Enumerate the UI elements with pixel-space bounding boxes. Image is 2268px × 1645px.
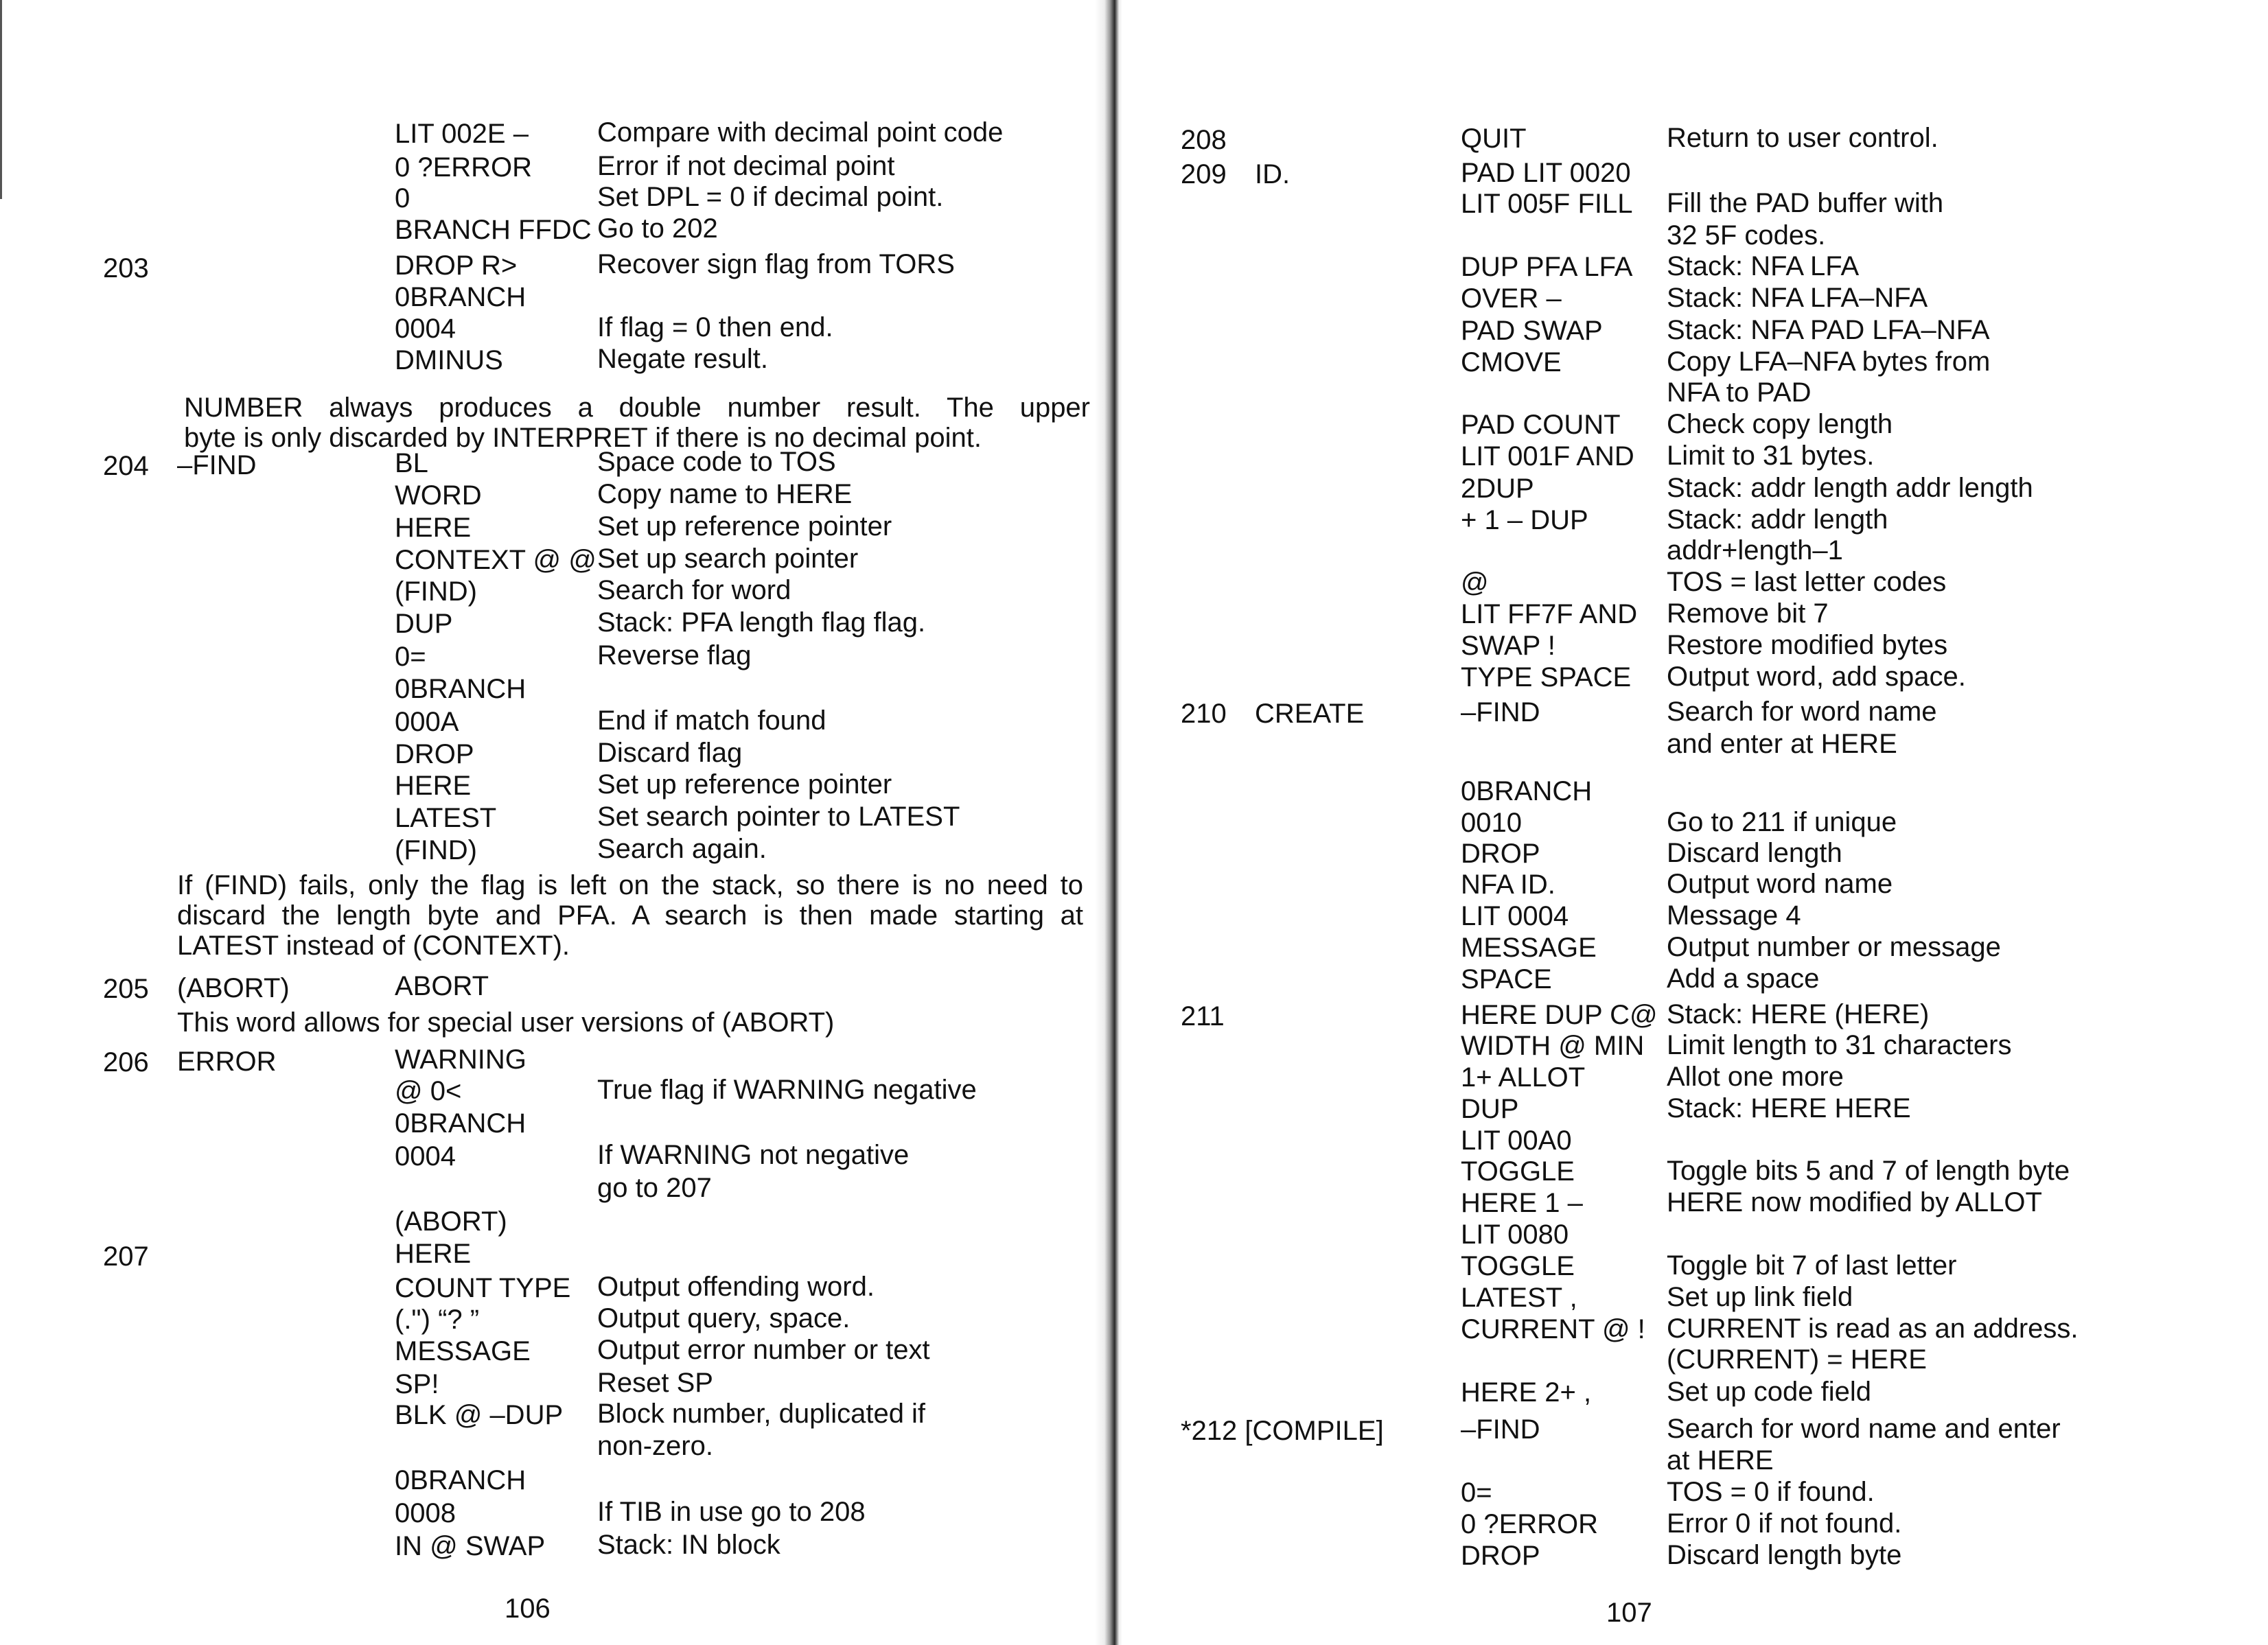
code-comment: addr+length–1 [1667, 535, 1843, 565]
forth-code: –FIND [1461, 697, 1540, 727]
code-comment: Reset SP [597, 1368, 713, 1398]
paragraph-abort-note [177, 1007, 1083, 1038]
forth-code: @ 0< [395, 1076, 462, 1106]
code-comment: Search for word name [1667, 697, 1937, 727]
code-comment: Set up code field [1667, 1377, 1871, 1407]
listing-row [0, 1530, 1098, 1565]
listing-row [1098, 900, 2268, 933]
forth-code: 0BRANCH [1461, 776, 1593, 806]
listing-row [0, 1465, 1098, 1499]
forth-code: LIT 0004 [1461, 901, 1569, 931]
listing-row [0, 1108, 1098, 1142]
forth-code: NFA ID. [1461, 870, 1555, 900]
code-comment: Set up link field [1667, 1282, 1853, 1312]
code-comment: Block number, duplicated if [597, 1399, 926, 1429]
forth-code: @ [1461, 568, 1489, 598]
code-comment: Output offending word. [597, 1272, 875, 1302]
listing-row [0, 1431, 1098, 1466]
forth-code: 0 ?ERROR [395, 152, 533, 183]
forth-code: DROP [1461, 839, 1540, 869]
entry-number: 209 [1181, 159, 1227, 189]
listing-row [1098, 220, 2268, 253]
paragraph-line: NUMBER always produces a double number result. The upper [184, 393, 1090, 423]
listing-row [1098, 1282, 2268, 1315]
entry-number: 210 [1181, 699, 1227, 729]
forth-code: DROP [1461, 1541, 1540, 1571]
forth-code: PAD COUNT [1461, 410, 1621, 440]
listing-row [0, 1497, 1098, 1532]
listing-row [0, 834, 1098, 869]
code-comment: Set search pointer to LATEST [597, 802, 960, 832]
listing-row [1098, 504, 2268, 537]
entry-number: 203 [103, 253, 149, 283]
code-comment: Toggle bit 7 of last letter [1667, 1250, 1957, 1281]
code-comment: Toggle bits 5 and 7 of length byte [1667, 1156, 2070, 1186]
forth-code: 0010 [1461, 808, 1522, 838]
page-number: 106 [505, 1594, 551, 1624]
code-comment: CURRENT is read as an address. [1667, 1314, 2079, 1344]
listing-row [1098, 1445, 2268, 1478]
code-comment: Go to 211 if unique [1667, 807, 1897, 837]
code-comment: Stack: addr length [1667, 504, 1888, 535]
listing-row [1098, 1093, 2268, 1126]
listing-row [1098, 932, 2268, 965]
listing-row [1098, 315, 2268, 348]
forth-code: WIDTH @ MIN [1461, 1031, 1645, 1061]
forth-code: 0BRANCH [395, 282, 526, 312]
listing-row [0, 511, 1098, 546]
listing-row [0, 1045, 1098, 1078]
code-comment: Copy name to HERE [597, 479, 853, 509]
listing-row [0, 249, 1098, 284]
code-comment: Error if not decimal point [597, 151, 895, 181]
listing-row [0, 1399, 1098, 1434]
listing-row [1098, 1158, 2268, 1189]
forth-code: HERE DUP C@ [1461, 1000, 1658, 1030]
listing-row [0, 705, 1098, 740]
code-comment: Search for word name and enter [1667, 1414, 2061, 1444]
forth-code: HERE 1 – [1461, 1188, 1583, 1218]
listing-row [1098, 1316, 2268, 1346]
forth-code: LIT 005F FILL [1461, 189, 1633, 219]
listing-row [0, 447, 1098, 482]
code-comment: Output error number or text [597, 1335, 930, 1365]
left-listing [0, 0, 1098, 1645]
code-comment: Go to 202 [597, 213, 718, 244]
code-comment: Search for word [597, 575, 791, 605]
code-comment: Space code to TOS [597, 447, 836, 477]
forth-code: PAD SWAP [1461, 316, 1603, 346]
forth-code: LATEST , [1461, 1283, 1577, 1313]
code-comment: Output query, space. [597, 1303, 850, 1333]
right-page [1098, 0, 2268, 1645]
forth-code: WORD [395, 480, 482, 511]
code-comment: 32 5F codes. [1667, 220, 1826, 250]
forth-code: DUP PFA LFA [1461, 252, 1633, 282]
code-comment: Discard length [1667, 838, 1842, 868]
listing-row [1098, 123, 2268, 156]
left-page [0, 0, 1098, 1645]
forth-code: QUIT [1461, 124, 1527, 154]
code-comment: non-zero. [597, 1431, 713, 1461]
code-comment: Fill the PAD buffer with [1667, 188, 1944, 218]
listing-row [0, 479, 1098, 514]
listing-row [0, 1173, 1098, 1208]
word-name: CREATE [1255, 699, 1365, 729]
listing-row [0, 1303, 1098, 1338]
code-comment: Negate result. [597, 344, 769, 374]
forth-code: 0BRANCH [395, 1108, 526, 1139]
listing-row [1098, 1379, 2268, 1410]
listing-row [0, 312, 1098, 347]
code-comment: Set up reference pointer [597, 511, 892, 541]
listing-row [0, 117, 1098, 152]
listing-row [0, 575, 1098, 610]
forth-code: OVER – [1461, 283, 1562, 314]
forth-code: DUP [395, 609, 453, 639]
paragraph-line: LATEST instead of (CONTEXT). [177, 931, 570, 961]
entry-number: *212 [COMPILE] [1181, 1416, 1384, 1446]
listing-row [1098, 285, 2268, 316]
listing-row [1098, 251, 2268, 284]
code-comment: TOS = last letter codes [1667, 567, 1947, 597]
listing-row [1098, 1250, 2268, 1283]
paragraph-line: This word allows for special user versions of (ABORT) [177, 1007, 835, 1038]
code-comment: Stack: IN block [597, 1530, 780, 1560]
forth-code: TOGGLE [1461, 1251, 1575, 1281]
forth-code: –FIND [1461, 1414, 1540, 1445]
code-comment: Stack: addr length addr length [1667, 473, 2033, 503]
entry-number: 208 [1181, 125, 1227, 155]
listing-row [1098, 1222, 2268, 1252]
code-comment: Compare with decimal point code [597, 117, 1004, 148]
listing-row [0, 182, 1098, 217]
code-comment: Message 4 [1667, 900, 1801, 931]
forth-code: 1+ ALLOT [1461, 1062, 1586, 1093]
forth-code: 0BRANCH [395, 674, 526, 704]
code-comment: Output number or message [1667, 932, 2001, 962]
listing-row [1098, 1125, 2268, 1158]
forth-code: HERE [395, 1239, 472, 1269]
code-comment: HERE now modified by ALLOT [1667, 1187, 2042, 1217]
listing-row [0, 1368, 1098, 1403]
listing-row [1098, 966, 2268, 996]
listing-row [1098, 1344, 2268, 1377]
code-comment: Set up reference pointer [597, 769, 892, 800]
forth-code: 0 ?ERROR [1461, 1509, 1599, 1539]
forth-code: DROP R> [395, 250, 518, 281]
code-comment: Limit length to 31 characters [1667, 1030, 2012, 1060]
forth-code: 0= [395, 642, 426, 672]
code-comment: End if match found [597, 705, 826, 736]
listing-row [1098, 377, 2268, 410]
paragraph-line: byte is only discarded by INTERPRET if there is no decimal point. [184, 423, 982, 453]
forth-code: CONTEXT @ @ [395, 545, 597, 575]
listing-row [0, 213, 1098, 248]
forth-code: MESSAGE [1461, 933, 1597, 963]
code-comment: Return to user control. [1667, 123, 1939, 153]
forth-code: (.") “? ” [395, 1305, 480, 1335]
listing-row [1098, 1508, 2268, 1541]
listing-row [1098, 999, 2268, 1032]
forth-code: (FIND) [395, 576, 477, 607]
listing-row [1098, 664, 2268, 695]
forth-code: HERE [395, 771, 472, 801]
entry-number: 204 [103, 451, 149, 481]
forth-code: 0BRANCH [395, 1465, 526, 1495]
listing-row [1098, 349, 2268, 380]
forth-code: 0 [395, 183, 410, 213]
listing-row [1098, 869, 2268, 902]
listing-row [0, 544, 1098, 579]
forth-code: 0= [1461, 1478, 1492, 1508]
forth-code: LATEST [395, 803, 497, 833]
forth-code: 2DUP [1461, 474, 1534, 504]
code-comment: and enter at HERE [1667, 729, 1897, 759]
forth-code: COUNT TYPE [395, 1273, 571, 1303]
code-comment: Copy LFA–NFA bytes from [1667, 347, 1991, 377]
paragraph-line: discard the length byte and PFA. A search is then made starting at [177, 900, 1083, 931]
entry-number: 211 [1181, 1001, 1225, 1031]
code-comment: Stack: HERE (HERE) [1667, 999, 1930, 1029]
code-comment: Set up search pointer [597, 544, 859, 574]
forth-code: WARNING [395, 1045, 526, 1075]
word-name: ERROR [177, 1047, 277, 1077]
forth-code: HERE [395, 513, 472, 543]
forth-code: LIT 00A0 [1461, 1125, 1572, 1156]
listing-row [1098, 778, 2268, 808]
forth-code: TYPE SPACE [1461, 662, 1632, 692]
code-comment: Search again. [597, 834, 767, 864]
paragraph-number-note [184, 393, 1090, 453]
forth-code: ABORT [395, 971, 489, 1001]
listing-row [1098, 160, 2268, 190]
word-name: (ABORT) [177, 973, 290, 1003]
listing-row [1098, 1187, 2268, 1220]
code-comment: Allot one more [1667, 1062, 1844, 1092]
code-comment: Stack: NFA LFA [1667, 251, 1860, 281]
forth-code: TOGGLE [1461, 1156, 1575, 1187]
listing-row [1098, 443, 2268, 474]
code-comment: Output word, add space. [1667, 662, 1966, 692]
listing-row [1098, 535, 2268, 568]
right-listing [1098, 0, 2268, 1645]
forth-code: MESSAGE [395, 1336, 531, 1366]
listing-row [1098, 473, 2268, 506]
forth-code: 0004 [395, 1141, 456, 1171]
code-comment: Discard flag [597, 738, 743, 768]
entry-number: 207 [103, 1241, 149, 1272]
code-comment: Check copy length [1667, 409, 1893, 439]
forth-code: 0008 [395, 1498, 456, 1528]
listing-row [0, 607, 1098, 642]
listing-row [0, 802, 1098, 837]
forth-code: LIT 0080 [1461, 1220, 1569, 1250]
listing-row [1098, 1416, 2268, 1447]
listing-row [1098, 567, 2268, 600]
listing-row [1098, 630, 2268, 663]
page-number: 107 [1606, 1598, 1652, 1628]
forth-code: DROP [395, 739, 474, 769]
code-comment: Stack: NFA PAD LFA–NFA [1667, 315, 1990, 345]
listing-row [1098, 699, 2268, 730]
code-comment: (CURRENT) = HERE [1667, 1344, 1927, 1375]
listing-row [1098, 838, 2268, 871]
code-comment: at HERE [1667, 1445, 1774, 1475]
forth-code: LIT FF7F AND [1461, 599, 1638, 629]
forth-code: 0004 [395, 314, 456, 344]
forth-code: HERE 2+ , [1461, 1377, 1592, 1408]
listing-row [1098, 188, 2268, 221]
code-comment: go to 207 [597, 1173, 712, 1203]
code-comment: Stack: PFA length flag flag. [597, 607, 926, 638]
forth-code: CMOVE [1461, 347, 1562, 377]
code-comment: Recover sign flag from TORS [597, 249, 955, 279]
forth-code: (FIND) [395, 835, 477, 865]
code-comment: Set DPL = 0 if decimal point. [597, 182, 944, 212]
paragraph-find-note [177, 870, 1083, 961]
listing-row [0, 1272, 1098, 1307]
code-comment: If TIB in use go to 208 [597, 1497, 866, 1527]
paragraph-line: If (FIND) fails, only the flag is left on the stack, so there is no need to [177, 870, 1083, 900]
forth-code: LIT 002E – [395, 119, 529, 149]
code-comment: If WARNING not negative [597, 1140, 910, 1170]
forth-code: CURRENT @ ! [1461, 1314, 1645, 1344]
listing-row [1098, 1064, 2268, 1095]
forth-code: SPACE [1461, 964, 1552, 994]
forth-code: DUP [1461, 1094, 1519, 1124]
entry-number: 205 [103, 974, 149, 1004]
code-comment: Stack: HERE HERE [1667, 1093, 1911, 1123]
forth-code: + 1 – DUP [1461, 505, 1588, 535]
forth-code: DMINUS [395, 345, 503, 375]
listing-row [0, 1335, 1098, 1370]
listing-row [0, 1140, 1098, 1175]
listing-row [0, 640, 1098, 675]
word-name: ID. [1255, 159, 1291, 189]
listing-row [0, 674, 1098, 708]
forth-code: BL [395, 448, 428, 478]
code-comment: If flag = 0 then end. [597, 312, 833, 342]
listing-row [1098, 1030, 2268, 1063]
code-comment: Restore modified bytes [1667, 630, 1948, 660]
code-comment: Limit to 31 bytes. [1667, 441, 1875, 471]
listing-row [1098, 729, 2268, 762]
listing-row [0, 282, 1098, 316]
code-comment: Error 0 if not found. [1667, 1508, 1902, 1539]
listing-row [1098, 409, 2268, 442]
forth-code: 000A [395, 707, 459, 737]
code-comment: Output word name [1667, 869, 1893, 899]
listing-row [0, 1206, 1098, 1240]
forth-code: BRANCH FFDC [395, 215, 592, 245]
code-comment: True flag if WARNING negative [597, 1075, 977, 1105]
listing-row [1098, 1540, 2268, 1573]
listing-row [0, 1075, 1098, 1110]
word-name: –FIND [177, 450, 257, 480]
listing-row [0, 1239, 1098, 1272]
forth-code: (ABORT) [395, 1206, 507, 1237]
entry-number: 206 [103, 1047, 149, 1077]
code-comment: Reverse flag [597, 640, 752, 670]
forth-code: BLK @ –DUP [395, 1400, 564, 1430]
code-comment: NFA to PAD [1667, 377, 1812, 408]
listing-row [0, 769, 1098, 804]
forth-code: LIT 001F AND [1461, 441, 1634, 471]
forth-code: SP! [395, 1369, 439, 1399]
forth-code: SWAP ! [1461, 631, 1555, 661]
listing-row [1098, 1477, 2268, 1510]
code-comment: Remove bit 7 [1667, 598, 1829, 629]
code-comment: Stack: NFA LFA–NFA [1667, 283, 1928, 313]
code-comment: Add a space [1667, 964, 1820, 994]
forth-code: PAD LIT 0020 [1461, 158, 1631, 188]
code-comment: TOS = 0 if found. [1667, 1477, 1875, 1507]
listing-row [0, 344, 1098, 379]
listing-row [1098, 598, 2268, 631]
listing-row [0, 971, 1098, 1005]
forth-code: IN @ SWAP [395, 1531, 546, 1561]
listing-row [0, 738, 1098, 773]
code-comment: Discard length byte [1667, 1540, 1902, 1570]
listing-row [1098, 807, 2268, 840]
